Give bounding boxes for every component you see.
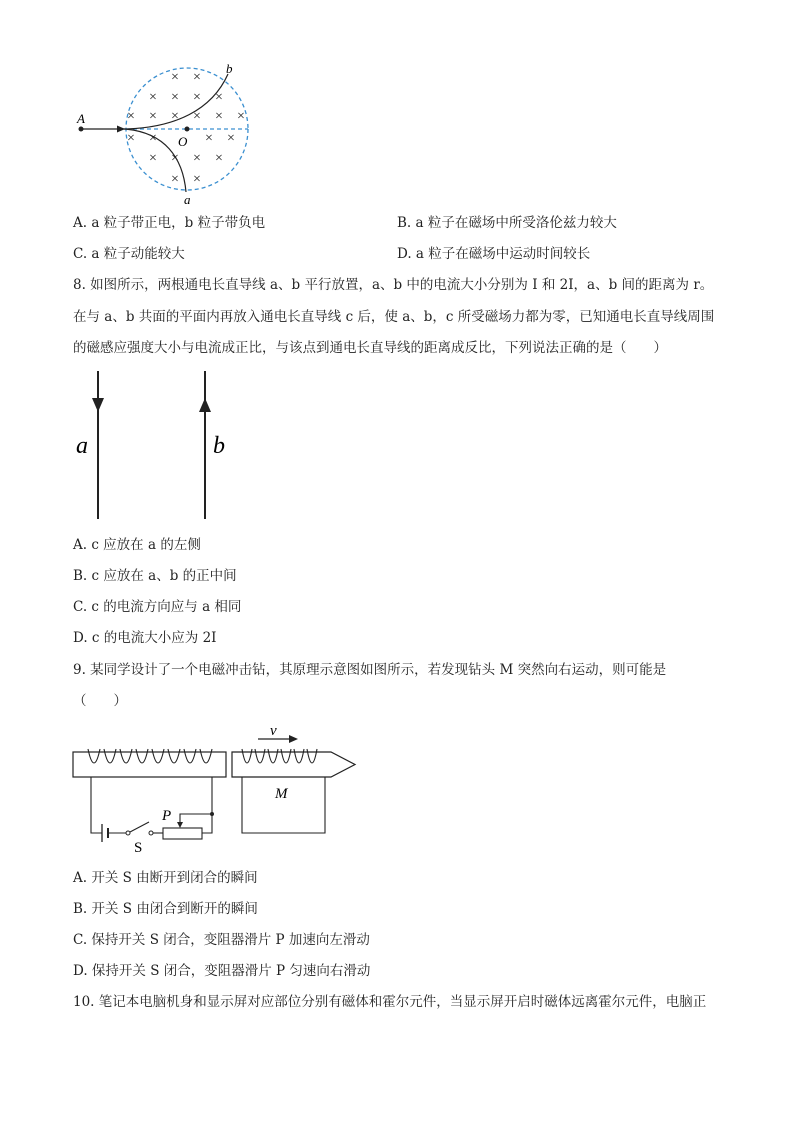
svg-text:×: × [215,109,223,124]
svg-text:×: × [127,131,135,146]
label-M: M [275,786,288,802]
svg-text:×: × [237,109,245,124]
slider-P-arrow [177,822,183,828]
svg-text:×: × [149,90,157,105]
q10-stem-line1: 10. 笔记本电脑机身和显示屏对应部位分别有磁体和霍尔元件，当显示屏开启时磁体远离霍尔元件，电脑正 [73,994,707,1010]
q8-option-B: B. c 应放在 a、b 的正中间 [73,568,237,584]
q9-option-B: B. 开关 S 由闭合到断开的瞬间 [73,901,258,917]
svg-text:×: × [171,172,179,187]
q8-stem-line1: 8. 如图所示，两根通电长直导线 a、b 平行放置，a、b 中的电流大小分别为 I 和 2I，a、b 间的距离为 r。 [73,277,714,293]
label-A: A [77,111,85,126]
q9-stem-line2: （ ） [73,693,127,709]
label-b: b [226,61,233,76]
svg-text:×: × [193,109,201,124]
label-S: S [134,840,143,856]
svg-text:×: × [193,172,201,187]
q7-option-A: A. a 粒子带正电，b 粒子带负电 [73,215,266,231]
svg-text:×: × [149,151,157,166]
q8-option-A: A. c 应放在 a 的左侧 [73,537,201,553]
q9-stem-line1: 9. 某同学设计了一个电磁冲击钻，其原理示意图如图所示，若发现钻头 M 突然向右运动，则可能是 [73,662,667,678]
q7-option-B: B. a 粒子在磁场中所受洛伦兹力较大 [397,215,617,231]
svg-text:×: × [205,131,213,146]
q8-stem-line2: 在与 a、b 共面的平面内再放入通电长直导线 c 后，使 a、b，c 所受磁场力都为零，已知通电长直导线周围 [73,309,715,325]
svg-text:×: × [171,151,179,166]
q8-option-D: D. c 的电流大小应为 2I [73,630,217,646]
switch-S-blade [130,822,149,832]
label-a: a [184,192,191,207]
slider-P-wire [180,814,212,826]
q7-option-C: C. a 粒子动能较大 [73,246,185,262]
wire-b-label: b [213,433,225,459]
svg-text:×: × [215,151,223,166]
svg-text:×: × [215,90,223,105]
svg-text:×: × [171,90,179,105]
label-v: v [270,723,277,739]
label-O: O [178,134,188,149]
rheostat-tail-wire [202,777,212,833]
left-solenoid-core [73,752,226,777]
svg-text:×: × [149,109,157,124]
svg-text:×: × [193,90,201,105]
label-P: P [162,808,172,824]
wire-a-label: a [76,433,88,459]
q7-option-D: D. a 粒子在磁场中运动时间较长 [397,246,591,262]
svg-text:×: × [227,131,235,146]
left-circuit-wire [91,777,102,833]
q8-option-C: C. c 的电流方向应与 a 相同 [73,599,242,615]
svg-text:×: × [193,70,201,85]
svg-text:×: × [149,131,157,146]
q9-option-D: D. 保持开关 S 闭合，变阻器滑片 P 匀速向右滑动 [73,963,371,979]
q8-stem-line3: 的磁感应强度大小与电流成正比，与该点到通电长直导线的距离成反比，下列说法正确的是（ ） [73,340,667,356]
rheostat [163,828,202,839]
svg-text:×: × [193,151,201,166]
q9-option-A: A. 开关 S 由断开到闭合的瞬间 [73,870,258,886]
svg-text:×: × [171,109,179,124]
svg-text:×: × [171,70,179,85]
q9-option-C: C. 保持开关 S 闭合，变阻器滑片 P 加速向左滑动 [73,932,370,948]
svg-text:×: × [127,109,135,124]
